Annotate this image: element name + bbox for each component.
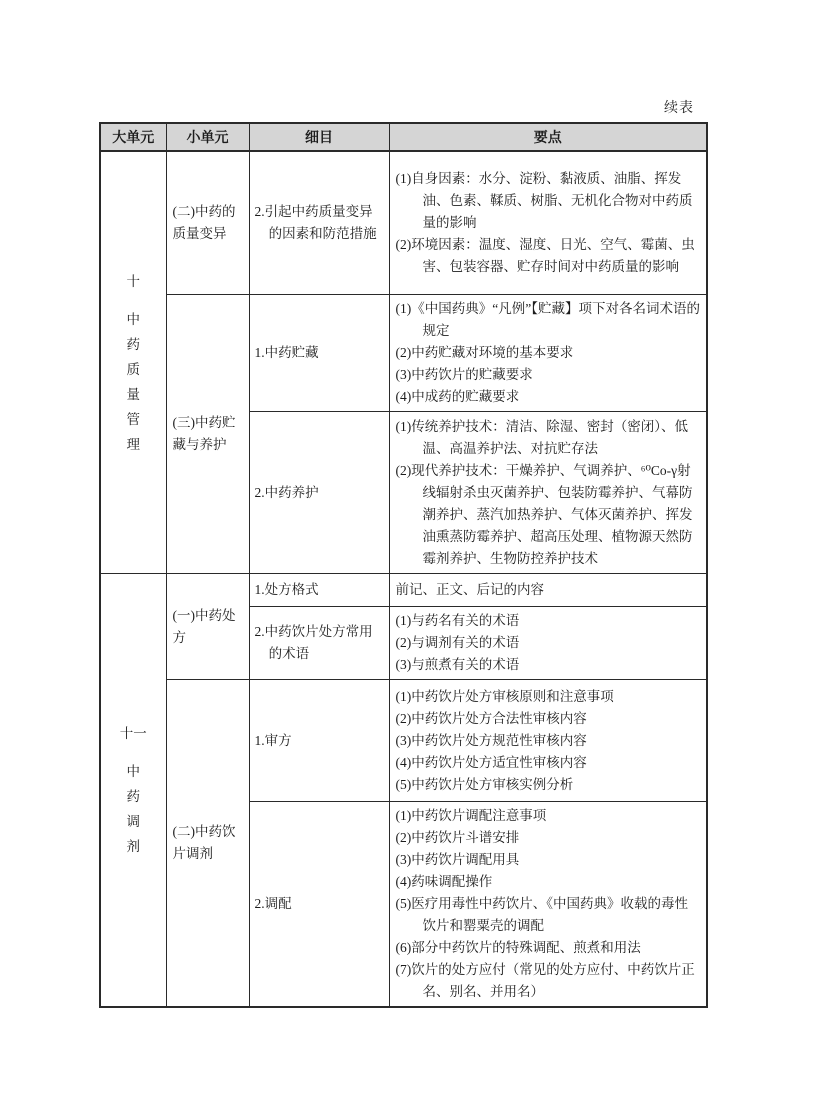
point-item: (1)《中国药典》“凡例”【贮藏】项下对各名词术语的规定 — [395, 301, 700, 338]
point-item: (1)中药饮片调配注意事项 — [395, 808, 547, 823]
detail-text: 1.中药贮藏 — [254, 345, 319, 360]
point-item: (2)环境因素：温度、湿度、日光、空气、霉菌、虫害、包装容器、贮存时间对中药质量的影响 — [395, 237, 695, 274]
point-item: (5)中药饮片处方审核实例分析 — [395, 776, 574, 792]
points-cell — [389, 607, 707, 680]
points-cell — [389, 295, 707, 412]
minor-unit-cell: (二)中药饮片调剂 — [166, 680, 249, 1008]
point-item: (2)中药饮片处方合法性审核内容 — [395, 710, 587, 726]
detail-cell — [249, 574, 389, 607]
header-row — [100, 123, 707, 151]
table-row — [100, 295, 707, 412]
detail-text: 1.处方格式 — [254, 582, 319, 597]
unit-number: 十 — [126, 273, 140, 289]
col-header-minor-unit: 小单元 — [166, 123, 249, 151]
detail-text: 1.审方 — [254, 732, 292, 748]
point-item: (3)与煎煮有关的术语 — [395, 657, 520, 672]
point-item: (7)饮片的处方应付（常见的处方应付、中药饮片正名、别名、并用名） — [395, 962, 695, 999]
point-item: (6)部分中药饮片的特殊调配、煎煮和用法 — [395, 940, 641, 955]
major-unit-vertical-text — [101, 269, 166, 457]
point-item: (4)中药饮片处方适宜性审核内容 — [395, 754, 587, 770]
detail-cell — [249, 802, 389, 1008]
detail-cell — [249, 151, 389, 295]
minor-unit-cell: (三)中药贮藏与养护 — [166, 295, 249, 574]
points-cell — [389, 574, 707, 607]
points-cell — [389, 151, 707, 295]
syllabus-table — [99, 122, 708, 1008]
col-header-points: 要点 — [389, 123, 707, 151]
point-item: (5)医疗用毒性中药饮片、《中国药典》收载的毒性饮片和罂粟壳的调配 — [395, 896, 688, 933]
col-header-major-unit: 大单元 — [100, 123, 166, 151]
points-cell — [389, 802, 707, 1008]
detail-cell — [249, 680, 389, 802]
unit-name: 中药调剂 — [126, 764, 140, 854]
detail-text: 2.调配 — [254, 896, 292, 911]
point-item: (2)中药饮片斗谱安排 — [395, 830, 520, 845]
points-cell — [389, 680, 707, 802]
minor-unit-cell: (一)中药处方 — [166, 574, 249, 680]
detail-text: 2.引起中药质量变异的因素和防范措施 — [254, 204, 377, 241]
point-item: (1)中药饮片处方审核原则和注意事项 — [395, 688, 614, 704]
table-row — [100, 680, 707, 802]
point-item: (2)中药贮藏对环境的基本要求 — [395, 345, 574, 360]
major-unit-cell-10 — [100, 151, 166, 574]
detail-cell — [249, 607, 389, 680]
unit-number: 十一 — [119, 726, 147, 741]
table-row — [100, 151, 707, 295]
point-item: (3)中药饮片处方规范性审核内容 — [395, 732, 587, 748]
point-item: (4)药味调配操作 — [395, 874, 493, 889]
point-item: (1)传统养护技术：清洁、除湿、密封（密闭）、低温、高温养护法、对抗贮存法 — [395, 418, 688, 456]
points-cell — [389, 412, 707, 574]
unit-name: 中药质量管理 — [126, 311, 140, 452]
point-item: (1)与药名有关的术语 — [395, 613, 520, 628]
detail-cell — [249, 295, 389, 412]
table-row — [100, 574, 707, 607]
detail-text: 2.中药饮片处方常用的术语 — [254, 624, 373, 661]
point-item: (1)自身因素：水分、淀粉、黏液质、油脂、挥发油、色素、鞣质、树脂、无机化合物对中药质量的影响 — [395, 171, 693, 230]
continued-table-label: 续表 — [664, 101, 694, 116]
point-item: (3)中药饮片的贮藏要求 — [395, 367, 533, 382]
point-item: (2)现代养护技术：干燥养护、气调养护、⁶⁰Co-γ射线辐射杀虫灭菌养护、包装防霉养护、气幕防潮养护、蒸汽加热养护、气体灭菌养护、挥发油熏蒸防霉养护、超高压处理、植物源天然防霉剂养护、生物防控养护技术 — [395, 462, 693, 566]
point-item: 前记、正文、后记的内容 — [395, 582, 544, 597]
detail-text: 2.中药养护 — [254, 484, 319, 500]
point-item: (4)中成药的贮藏要求 — [395, 389, 520, 404]
detail-cell — [249, 412, 389, 574]
major-unit-vertical-text — [101, 721, 166, 859]
major-unit-cell-11 — [100, 574, 166, 1008]
minor-unit-cell: (二)中药的质量变异 — [166, 151, 249, 295]
point-item: (2)与调剂有关的术语 — [395, 635, 520, 650]
point-item: (3)中药饮片调配用具 — [395, 852, 520, 867]
col-header-detail: 细目 — [249, 123, 389, 151]
